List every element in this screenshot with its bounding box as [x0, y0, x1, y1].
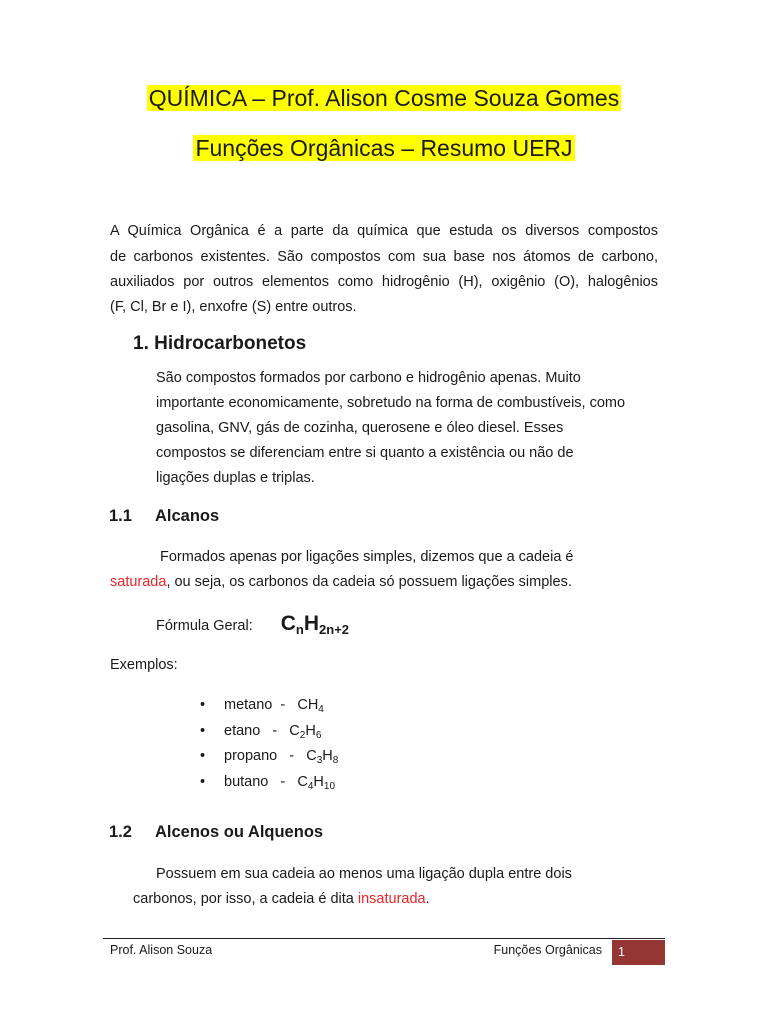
- section-title: Alcanos: [155, 507, 220, 525]
- intro-line: de carbonos existentes. São compostos com sua base nos átomos de carbono,: [110, 249, 658, 265]
- formula-h-sub: 2n+2: [319, 622, 350, 637]
- body-line: ligações duplas e triplas.: [156, 470, 315, 486]
- intro-line: A Química Orgânica é a parte da química que estuda os diversos compostos: [110, 223, 658, 239]
- formula-c: C: [280, 612, 296, 635]
- list-item: • butano - $C_4H_{10}$: [200, 770, 338, 796]
- formula-label: Fórmula Geral:: [156, 618, 253, 634]
- body-line: compostos se diferenciam entre si quanto a existência ou não de: [156, 445, 574, 461]
- document-title: [0, 84, 768, 112]
- alcenos-line-1: Possuem em sua cadeia ao menos uma ligação dupla entre dois: [156, 866, 572, 882]
- bullet-icon: •: [200, 773, 206, 790]
- bullet-icon: •: [200, 722, 206, 739]
- section-heading-hidrocarbonetos: 1. Hidrocarbonetos: [133, 333, 307, 354]
- section-heading-alcanos: [109, 507, 219, 526]
- alcanos-line-2: [110, 569, 572, 595]
- document-subtitle-text: Funções Orgânicas – Resumo UERJ: [195, 135, 573, 161]
- bullet-icon: •: [200, 748, 206, 764]
- bullet-icon: •: [200, 697, 206, 713]
- examples-label: Exemplos:: [110, 657, 178, 673]
- general-formula: [156, 612, 349, 637]
- page-number: 1: [618, 945, 625, 959]
- page-number-badge: [612, 940, 665, 965]
- formula-expression: [281, 612, 349, 635]
- list-item: • etano - $C_2H_6$: [200, 719, 338, 745]
- alcanos-line-1: Formados apenas por ligações simples, dizemos que a cadeia é: [160, 549, 574, 565]
- highlight-saturada: saturada: [110, 574, 167, 590]
- list-item: • metano - $CH_4$: [200, 693, 338, 719]
- intro-line: auxiliados por outros elementos como hidrogênio (H), oxigênio (O), halogênios: [110, 274, 658, 290]
- section-heading-alcenos: [109, 823, 323, 842]
- section-title: Alcenos ou Alquenos: [155, 823, 324, 841]
- examples-list: [200, 693, 338, 795]
- footer-divider: [103, 938, 665, 939]
- alcanos-line-2-rest: , ou seja, os carbonos da cadeia só possuem ligações simples.: [166, 574, 572, 590]
- section-number: 1.2: [109, 823, 132, 841]
- body-line: São compostos formados por carbono e hidrogênio apenas. Muito: [156, 370, 581, 386]
- document-subtitle: [0, 134, 768, 162]
- document-title-text: QUÍMICA – Prof. Alison Cosme Souza Gomes: [148, 85, 620, 111]
- list-item: • propano - $C_3H_8$: [200, 744, 338, 770]
- body-line: importante economicamente, sobretudo na forma de combustíveis, como: [156, 395, 626, 411]
- highlight-insaturada: insaturada: [357, 891, 426, 907]
- formula-c-sub: n: [295, 622, 304, 637]
- footer-topic: Funções Orgânicas: [493, 943, 602, 957]
- section-number: 1.1: [109, 507, 132, 525]
- footer-author: Prof. Alison Souza: [110, 943, 213, 957]
- formula-h: H: [303, 612, 320, 635]
- intro-line: (F, Cl, Br e I), enxofre (S) entre outros.: [110, 299, 357, 315]
- alcenos-line-2: carbonos, por isso, a cadeia é dita insaturada.: [133, 891, 430, 907]
- body-line: gasolina, GNV, gás de cozinha, querosene e óleo diesel. Esses: [156, 420, 564, 436]
